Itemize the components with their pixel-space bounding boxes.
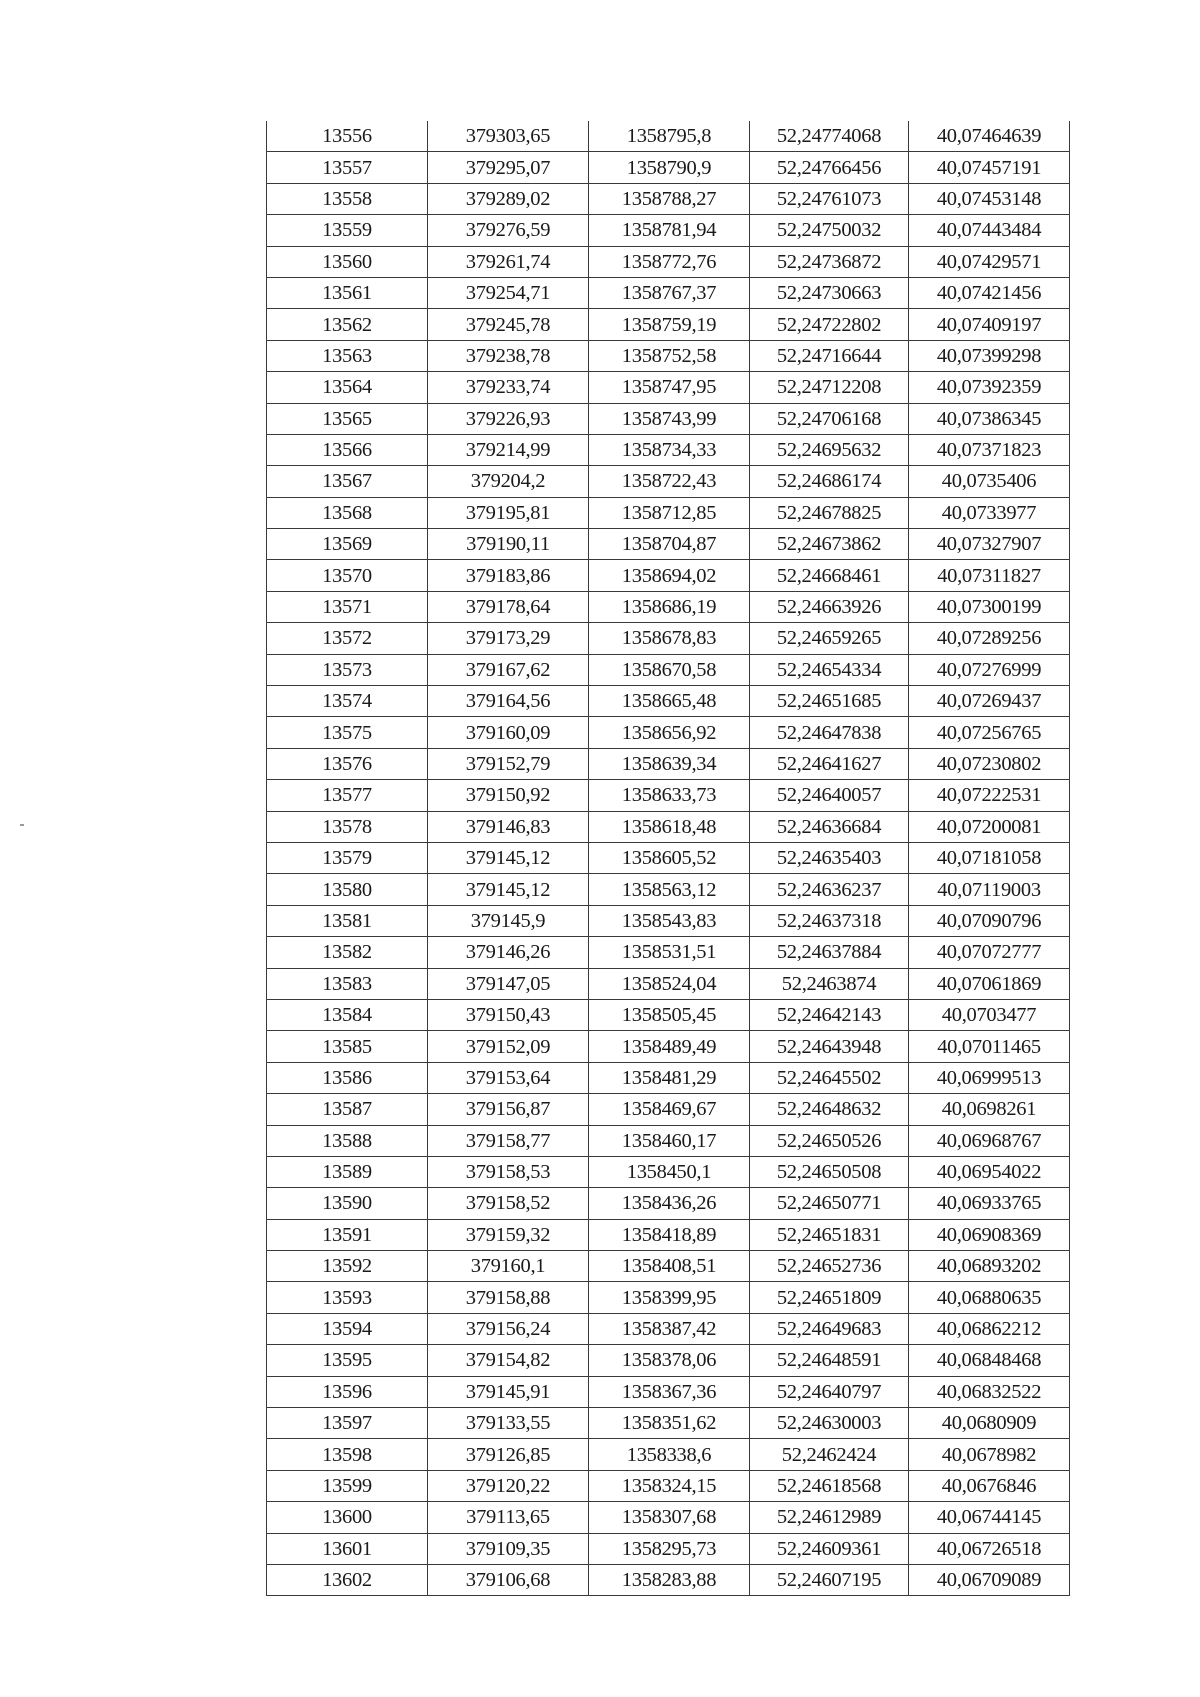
x-coordinate-cell: 379289,02 (428, 183, 589, 214)
point-number-cell: 13556 (267, 121, 428, 152)
longitude-cell: 40,06862212 (909, 1313, 1070, 1344)
latitude-cell: 52,24652736 (750, 1251, 909, 1282)
y-coordinate-cell: 1358436,26 (589, 1188, 750, 1219)
latitude-cell: 52,24643948 (750, 1031, 909, 1062)
scan-speck (20, 824, 24, 826)
longitude-cell: 40,07072777 (909, 937, 1070, 968)
table-row (267, 466, 1070, 497)
x-coordinate-cell: 379146,26 (428, 937, 589, 968)
longitude-cell: 40,0676846 (909, 1470, 1070, 1501)
point-number-cell: 13586 (267, 1062, 428, 1093)
point-number-cell: 13601 (267, 1533, 428, 1564)
y-coordinate-cell: 1358790,9 (589, 152, 750, 183)
point-number-cell: 13574 (267, 686, 428, 717)
longitude-cell: 40,07200081 (909, 811, 1070, 842)
point-number-cell: 13576 (267, 748, 428, 779)
x-coordinate-cell: 379238,78 (428, 340, 589, 371)
y-coordinate-cell: 1358665,48 (589, 686, 750, 717)
point-number-cell: 13594 (267, 1313, 428, 1344)
latitude-cell: 52,24635403 (750, 842, 909, 873)
latitude-cell: 52,24736872 (750, 246, 909, 277)
y-coordinate-cell: 1358481,29 (589, 1062, 750, 1093)
y-coordinate-cell: 1358704,87 (589, 529, 750, 560)
point-number-cell: 13582 (267, 937, 428, 968)
x-coordinate-cell: 379190,11 (428, 529, 589, 560)
x-coordinate-cell: 379204,2 (428, 466, 589, 497)
point-number-cell: 13599 (267, 1470, 428, 1501)
table-row (267, 1031, 1070, 1062)
x-coordinate-cell: 379160,09 (428, 717, 589, 748)
y-coordinate-cell: 1358656,92 (589, 717, 750, 748)
longitude-cell: 40,07269437 (909, 686, 1070, 717)
longitude-cell: 40,07222531 (909, 780, 1070, 811)
x-coordinate-cell: 379167,62 (428, 654, 589, 685)
y-coordinate-cell: 1358618,48 (589, 811, 750, 842)
longitude-cell: 40,07311827 (909, 560, 1070, 591)
table-row (267, 1313, 1070, 1344)
longitude-cell: 40,06933765 (909, 1188, 1070, 1219)
latitude-cell: 52,24716644 (750, 340, 909, 371)
longitude-cell: 40,07276999 (909, 654, 1070, 685)
latitude-cell: 52,24607195 (750, 1564, 909, 1595)
y-coordinate-cell: 1358399,95 (589, 1282, 750, 1313)
longitude-cell: 40,06999513 (909, 1062, 1070, 1093)
point-number-cell: 13563 (267, 340, 428, 371)
longitude-cell: 40,07090796 (909, 905, 1070, 936)
y-coordinate-cell: 1358531,51 (589, 937, 750, 968)
latitude-cell: 52,24750032 (750, 215, 909, 246)
longitude-cell: 40,07371823 (909, 434, 1070, 465)
latitude-cell: 52,2463874 (750, 968, 909, 999)
longitude-cell: 40,07011465 (909, 1031, 1070, 1062)
table-row (267, 309, 1070, 340)
y-coordinate-cell: 1358367,36 (589, 1376, 750, 1407)
x-coordinate-cell: 379145,12 (428, 874, 589, 905)
point-number-cell: 13584 (267, 999, 428, 1030)
latitude-cell: 52,24642143 (750, 999, 909, 1030)
point-number-cell: 13581 (267, 905, 428, 936)
point-number-cell: 13564 (267, 372, 428, 403)
longitude-cell: 40,07300199 (909, 591, 1070, 622)
table-row (267, 529, 1070, 560)
point-number-cell: 13591 (267, 1219, 428, 1250)
table-row (267, 1219, 1070, 1250)
x-coordinate-cell: 379147,05 (428, 968, 589, 999)
y-coordinate-cell: 1358351,62 (589, 1408, 750, 1439)
y-coordinate-cell: 1358460,17 (589, 1125, 750, 1156)
point-number-cell: 13579 (267, 842, 428, 873)
point-number-cell: 13558 (267, 183, 428, 214)
latitude-cell: 52,24640057 (750, 780, 909, 811)
latitude-cell: 52,24695632 (750, 434, 909, 465)
y-coordinate-cell: 1358524,04 (589, 968, 750, 999)
y-coordinate-cell: 1358781,94 (589, 215, 750, 246)
latitude-cell: 52,24668461 (750, 560, 909, 591)
point-number-cell: 13589 (267, 1156, 428, 1187)
y-coordinate-cell: 1358408,51 (589, 1251, 750, 1282)
y-coordinate-cell: 1358469,67 (589, 1094, 750, 1125)
latitude-cell: 52,24648591 (750, 1345, 909, 1376)
table-row (267, 434, 1070, 465)
table-row (267, 1282, 1070, 1313)
longitude-cell: 40,07457191 (909, 152, 1070, 183)
longitude-cell: 40,0698261 (909, 1094, 1070, 1125)
y-coordinate-cell: 1358283,88 (589, 1564, 750, 1595)
point-number-cell: 13598 (267, 1439, 428, 1470)
x-coordinate-cell: 379183,86 (428, 560, 589, 591)
longitude-cell: 40,06908369 (909, 1219, 1070, 1250)
longitude-cell: 40,07421456 (909, 277, 1070, 308)
coordinates-table (266, 121, 1070, 1596)
table-row (267, 1376, 1070, 1407)
latitude-cell: 52,24722802 (750, 309, 909, 340)
latitude-cell: 52,24636237 (750, 874, 909, 905)
table-row (267, 121, 1070, 152)
latitude-cell: 52,24650526 (750, 1125, 909, 1156)
point-number-cell: 13566 (267, 434, 428, 465)
table-row (267, 277, 1070, 308)
point-number-cell: 13577 (267, 780, 428, 811)
point-number-cell: 13575 (267, 717, 428, 748)
x-coordinate-cell: 379178,64 (428, 591, 589, 622)
longitude-cell: 40,06880635 (909, 1282, 1070, 1313)
y-coordinate-cell: 1358743,99 (589, 403, 750, 434)
y-coordinate-cell: 1358489,49 (589, 1031, 750, 1062)
latitude-cell: 52,24645502 (750, 1062, 909, 1093)
point-number-cell: 13572 (267, 623, 428, 654)
table-row (267, 403, 1070, 434)
point-number-cell: 13600 (267, 1502, 428, 1533)
y-coordinate-cell: 1358450,1 (589, 1156, 750, 1187)
table-row (267, 1345, 1070, 1376)
x-coordinate-cell: 379158,52 (428, 1188, 589, 1219)
y-coordinate-cell: 1358788,27 (589, 183, 750, 214)
table-row (267, 874, 1070, 905)
x-coordinate-cell: 379254,71 (428, 277, 589, 308)
y-coordinate-cell: 1358694,02 (589, 560, 750, 591)
y-coordinate-cell: 1358722,43 (589, 466, 750, 497)
longitude-cell: 40,06968767 (909, 1125, 1070, 1156)
latitude-cell: 52,24761073 (750, 183, 909, 214)
y-coordinate-cell: 1358543,83 (589, 905, 750, 936)
latitude-cell: 52,24649683 (750, 1313, 909, 1344)
latitude-cell: 52,24637884 (750, 937, 909, 968)
table-row (267, 654, 1070, 685)
table-row (267, 623, 1070, 654)
latitude-cell: 52,24630003 (750, 1408, 909, 1439)
x-coordinate-cell: 379195,81 (428, 497, 589, 528)
longitude-cell: 40,0678982 (909, 1439, 1070, 1470)
point-number-cell: 13580 (267, 874, 428, 905)
point-number-cell: 13583 (267, 968, 428, 999)
point-number-cell: 13559 (267, 215, 428, 246)
longitude-cell: 40,06832522 (909, 1376, 1070, 1407)
latitude-cell: 52,24650771 (750, 1188, 909, 1219)
latitude-cell: 52,24637318 (750, 905, 909, 936)
latitude-cell: 52,24678825 (750, 497, 909, 528)
y-coordinate-cell: 1358670,58 (589, 654, 750, 685)
x-coordinate-cell: 379120,22 (428, 1470, 589, 1501)
x-coordinate-cell: 379152,79 (428, 748, 589, 779)
longitude-cell: 40,06954022 (909, 1156, 1070, 1187)
y-coordinate-cell: 1358307,68 (589, 1502, 750, 1533)
table-row (267, 968, 1070, 999)
longitude-cell: 40,0733977 (909, 497, 1070, 528)
x-coordinate-cell: 379106,68 (428, 1564, 589, 1595)
longitude-cell: 40,07429571 (909, 246, 1070, 277)
table-row (267, 1062, 1070, 1093)
longitude-cell: 40,0735406 (909, 466, 1070, 497)
table-row (267, 905, 1070, 936)
longitude-cell: 40,07453148 (909, 183, 1070, 214)
latitude-cell: 52,24730663 (750, 277, 909, 308)
table-row (267, 560, 1070, 591)
latitude-cell: 52,24618568 (750, 1470, 909, 1501)
longitude-cell: 40,07392359 (909, 372, 1070, 403)
table-row (267, 1564, 1070, 1595)
longitude-cell: 40,07464639 (909, 121, 1070, 152)
longitude-cell: 40,06709089 (909, 1564, 1070, 1595)
point-number-cell: 13593 (267, 1282, 428, 1313)
latitude-cell: 52,24686174 (750, 466, 909, 497)
latitude-cell: 52,24766456 (750, 152, 909, 183)
table-row (267, 717, 1070, 748)
table-row (267, 1439, 1070, 1470)
latitude-cell: 52,24647838 (750, 717, 909, 748)
x-coordinate-cell: 379156,24 (428, 1313, 589, 1344)
table-row (267, 686, 1070, 717)
x-coordinate-cell: 379152,09 (428, 1031, 589, 1062)
y-coordinate-cell: 1358795,8 (589, 121, 750, 152)
x-coordinate-cell: 379150,43 (428, 999, 589, 1030)
y-coordinate-cell: 1358324,15 (589, 1470, 750, 1501)
x-coordinate-cell: 379150,92 (428, 780, 589, 811)
y-coordinate-cell: 1358387,42 (589, 1313, 750, 1344)
longitude-cell: 40,07399298 (909, 340, 1070, 371)
y-coordinate-cell: 1358505,45 (589, 999, 750, 1030)
x-coordinate-cell: 379245,78 (428, 309, 589, 340)
y-coordinate-cell: 1358605,52 (589, 842, 750, 873)
longitude-cell: 40,06744145 (909, 1502, 1070, 1533)
point-number-cell: 13562 (267, 309, 428, 340)
point-number-cell: 13590 (267, 1188, 428, 1219)
latitude-cell: 52,24640797 (750, 1376, 909, 1407)
table-row (267, 246, 1070, 277)
table-row (267, 497, 1070, 528)
y-coordinate-cell: 1358734,33 (589, 434, 750, 465)
point-number-cell: 13588 (267, 1125, 428, 1156)
x-coordinate-cell: 379133,55 (428, 1408, 589, 1439)
point-number-cell: 13567 (267, 466, 428, 497)
y-coordinate-cell: 1358712,85 (589, 497, 750, 528)
x-coordinate-cell: 379164,56 (428, 686, 589, 717)
x-coordinate-cell: 379145,12 (428, 842, 589, 873)
table-row (267, 937, 1070, 968)
x-coordinate-cell: 379295,07 (428, 152, 589, 183)
table-row (267, 811, 1070, 842)
longitude-cell: 40,06848468 (909, 1345, 1070, 1376)
table-row (267, 215, 1070, 246)
x-coordinate-cell: 379154,82 (428, 1345, 589, 1376)
table-row (267, 372, 1070, 403)
y-coordinate-cell: 1358633,73 (589, 780, 750, 811)
longitude-cell: 40,0680909 (909, 1408, 1070, 1439)
table-row (267, 591, 1070, 622)
point-number-cell: 13571 (267, 591, 428, 622)
longitude-cell: 40,07409197 (909, 309, 1070, 340)
point-number-cell: 13596 (267, 1376, 428, 1407)
x-coordinate-cell: 379233,74 (428, 372, 589, 403)
table-row (267, 1502, 1070, 1533)
x-coordinate-cell: 379160,1 (428, 1251, 589, 1282)
table-row (267, 152, 1070, 183)
longitude-cell: 40,07181058 (909, 842, 1070, 873)
latitude-cell: 52,24651831 (750, 1219, 909, 1250)
y-coordinate-cell: 1358772,76 (589, 246, 750, 277)
latitude-cell: 52,2462424 (750, 1439, 909, 1470)
latitude-cell: 52,24673862 (750, 529, 909, 560)
y-coordinate-cell: 1358563,12 (589, 874, 750, 905)
x-coordinate-cell: 379159,32 (428, 1219, 589, 1250)
y-coordinate-cell: 1358338,6 (589, 1439, 750, 1470)
latitude-cell: 52,24712208 (750, 372, 909, 403)
latitude-cell: 52,24654334 (750, 654, 909, 685)
table-row (267, 1156, 1070, 1187)
table-row (267, 1125, 1070, 1156)
x-coordinate-cell: 379158,88 (428, 1282, 589, 1313)
longitude-cell: 40,07386345 (909, 403, 1070, 434)
latitude-cell: 52,24641627 (750, 748, 909, 779)
point-number-cell: 13597 (267, 1408, 428, 1439)
point-number-cell: 13560 (267, 246, 428, 277)
x-coordinate-cell: 379303,65 (428, 121, 589, 152)
point-number-cell: 13568 (267, 497, 428, 528)
x-coordinate-cell: 379153,64 (428, 1062, 589, 1093)
latitude-cell: 52,24609361 (750, 1533, 909, 1564)
x-coordinate-cell: 379113,65 (428, 1502, 589, 1533)
longitude-cell: 40,07443484 (909, 215, 1070, 246)
point-number-cell: 13592 (267, 1251, 428, 1282)
table-row (267, 1251, 1070, 1282)
point-number-cell: 13570 (267, 560, 428, 591)
point-number-cell: 13569 (267, 529, 428, 560)
latitude-cell: 52,24706168 (750, 403, 909, 434)
point-number-cell: 13587 (267, 1094, 428, 1125)
table-row (267, 1408, 1070, 1439)
latitude-cell: 52,24663926 (750, 591, 909, 622)
point-number-cell: 13561 (267, 277, 428, 308)
x-coordinate-cell: 379226,93 (428, 403, 589, 434)
longitude-cell: 40,07256765 (909, 717, 1070, 748)
point-number-cell: 13557 (267, 152, 428, 183)
latitude-cell: 52,24651809 (750, 1282, 909, 1313)
latitude-cell: 52,24651685 (750, 686, 909, 717)
y-coordinate-cell: 1358295,73 (589, 1533, 750, 1564)
latitude-cell: 52,24612989 (750, 1502, 909, 1533)
y-coordinate-cell: 1358759,19 (589, 309, 750, 340)
latitude-cell: 52,24659265 (750, 623, 909, 654)
point-number-cell: 13565 (267, 403, 428, 434)
x-coordinate-cell: 379145,9 (428, 905, 589, 936)
y-coordinate-cell: 1358752,58 (589, 340, 750, 371)
x-coordinate-cell: 379158,77 (428, 1125, 589, 1156)
x-coordinate-cell: 379261,74 (428, 246, 589, 277)
x-coordinate-cell: 379156,87 (428, 1094, 589, 1125)
table-row (267, 1470, 1070, 1501)
y-coordinate-cell: 1358767,37 (589, 277, 750, 308)
x-coordinate-cell: 379145,91 (428, 1376, 589, 1407)
latitude-cell: 52,24774068 (750, 121, 909, 152)
longitude-cell: 40,06893202 (909, 1251, 1070, 1282)
longitude-cell: 40,06726518 (909, 1533, 1070, 1564)
point-number-cell: 13578 (267, 811, 428, 842)
x-coordinate-cell: 379109,35 (428, 1533, 589, 1564)
x-coordinate-cell: 379173,29 (428, 623, 589, 654)
point-number-cell: 13595 (267, 1345, 428, 1376)
table-row (267, 748, 1070, 779)
latitude-cell: 52,24648632 (750, 1094, 909, 1125)
longitude-cell: 40,07289256 (909, 623, 1070, 654)
x-coordinate-cell: 379214,99 (428, 434, 589, 465)
x-coordinate-cell: 379158,53 (428, 1156, 589, 1187)
longitude-cell: 40,07230802 (909, 748, 1070, 779)
table-row (267, 1188, 1070, 1219)
point-number-cell: 13585 (267, 1031, 428, 1062)
longitude-cell: 40,07061869 (909, 968, 1070, 999)
y-coordinate-cell: 1358418,89 (589, 1219, 750, 1250)
table-row (267, 183, 1070, 214)
table-row (267, 780, 1070, 811)
x-coordinate-cell: 379146,83 (428, 811, 589, 842)
x-coordinate-cell: 379276,59 (428, 215, 589, 246)
longitude-cell: 40,07119003 (909, 874, 1070, 905)
coordinates-table-body (267, 121, 1070, 1596)
latitude-cell: 52,24636684 (750, 811, 909, 842)
latitude-cell: 52,24650508 (750, 1156, 909, 1187)
table-row (267, 1094, 1070, 1125)
point-number-cell: 13602 (267, 1564, 428, 1595)
y-coordinate-cell: 1358639,34 (589, 748, 750, 779)
table-row (267, 842, 1070, 873)
table-row (267, 999, 1070, 1030)
longitude-cell: 40,07327907 (909, 529, 1070, 560)
y-coordinate-cell: 1358378,06 (589, 1345, 750, 1376)
table-row (267, 340, 1070, 371)
y-coordinate-cell: 1358686,19 (589, 591, 750, 622)
y-coordinate-cell: 1358747,95 (589, 372, 750, 403)
table-row (267, 1533, 1070, 1564)
longitude-cell: 40,0703477 (909, 999, 1070, 1030)
x-coordinate-cell: 379126,85 (428, 1439, 589, 1470)
y-coordinate-cell: 1358678,83 (589, 623, 750, 654)
point-number-cell: 13573 (267, 654, 428, 685)
